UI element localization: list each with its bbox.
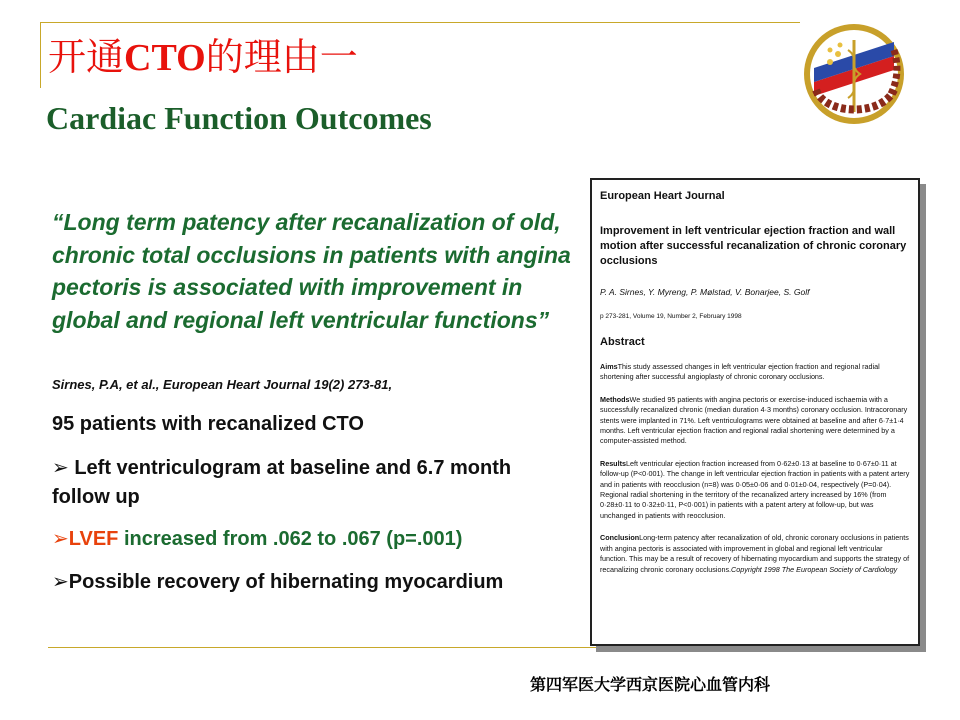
title-acronym: CTO (124, 37, 206, 79)
arrow-bullet-icon: ➢ (52, 571, 69, 593)
paper-authors: P. A. Sirnes, Y. Myreng, P. Mølstad, V. Bonarjee, S. Golf (600, 287, 810, 297)
paper-issue: p 273-281, Volume 19, Number 2, February 1998 (600, 313, 742, 320)
top-rule (40, 22, 800, 23)
bullet-ventriculogram: ➢ Left ventriculogram at baseline and 6.7 month follow up (52, 457, 512, 508)
lvef-label: LVEF (68, 528, 119, 550)
paper-methods: MethodsWe studied 95 patients with angina pectoris or exercise-induced ischaemia with a successfully recanalized chronic (median duration 4·3 months) coronary occlusion. Intracoronary stents were implanted in 71%. Left ventriculograms were obtained at baseline and after 6·7±1·4 months. Left ventricular ejection fraction and regional radial shortening were determined by a computer-assisted method. (600, 394, 908, 446)
slide-title: 开通CTO的理由一 (48, 35, 358, 79)
slide-subtitle: Cardiac Function Outcomes (46, 100, 432, 136)
arrow-bullet-icon: ➢ (52, 457, 75, 479)
paper-excerpt (590, 178, 920, 646)
paper-aims: AimsThis study assessed changes in left ventricular ejection fraction and regional radial shortening after successful angioplasty of chronic coronary occlusions. (600, 362, 880, 382)
paper-journal: European Heart Journal (600, 190, 725, 202)
left-rule (40, 22, 41, 88)
footer-department: 第四军医大学西京医院心血管内科 (530, 675, 771, 694)
arrow-bullet-icon: ➢ (52, 528, 69, 550)
university-emblem-icon (800, 20, 908, 128)
quote-text: “Long term patency after recanalization of old, chronic total occlusions in patients with angina pectoris is associated with improvement in global and regional left ventricular functions” (52, 209, 571, 333)
bullet-patients: 95 patients with recanalized CTO (52, 413, 364, 435)
citation-text: Sirnes, P.A, et al., European Heart Journal 19(2) 273-81, (52, 377, 393, 392)
paper-title: Improvement in left ventricular ejection fraction and wall motion after successful recanalization of chronic coronary occlusions (600, 225, 907, 267)
bullet-lvef: ➢LVEF increased from .062 to .067 (p=.001) (52, 528, 463, 550)
paper-abstract-heading: Abstract (600, 336, 645, 348)
paper-conclusion: ConclusionLong-term patency after recanalization of old, chronic coronary occlusions in patients with angina pectoris is associated with improvement in global and regional left ventricular function. This may be a result of recovery of hibernating myocardium and supports the strategy of recanalizing chronic coronary occlusions.Copyright 1998 The European Society of Cardiology (600, 533, 910, 574)
bullet-hibernating: ➢Possible recovery of hibernating myocardium (52, 571, 504, 593)
paper-results: ResultsLeft ventricular ejection fraction increased from 0·62±0·13 at baseline to 0·67±0·11 at follow-up (P<0·001). The change in left ventricular ejection fraction in patients with a patent artery and in patients with reocclusion (n=8) was 0·05±0·06 and 0·01±0·04, respectively (P=0·04). Regional radial shortening in the territory of the recanalized artery increased by 16% (from 0·28±0·11 to 0·32±0·11, P<0·001) in patients with a patent artery at follow-up, but was unchanged in patients with reocclusion. (600, 458, 910, 520)
